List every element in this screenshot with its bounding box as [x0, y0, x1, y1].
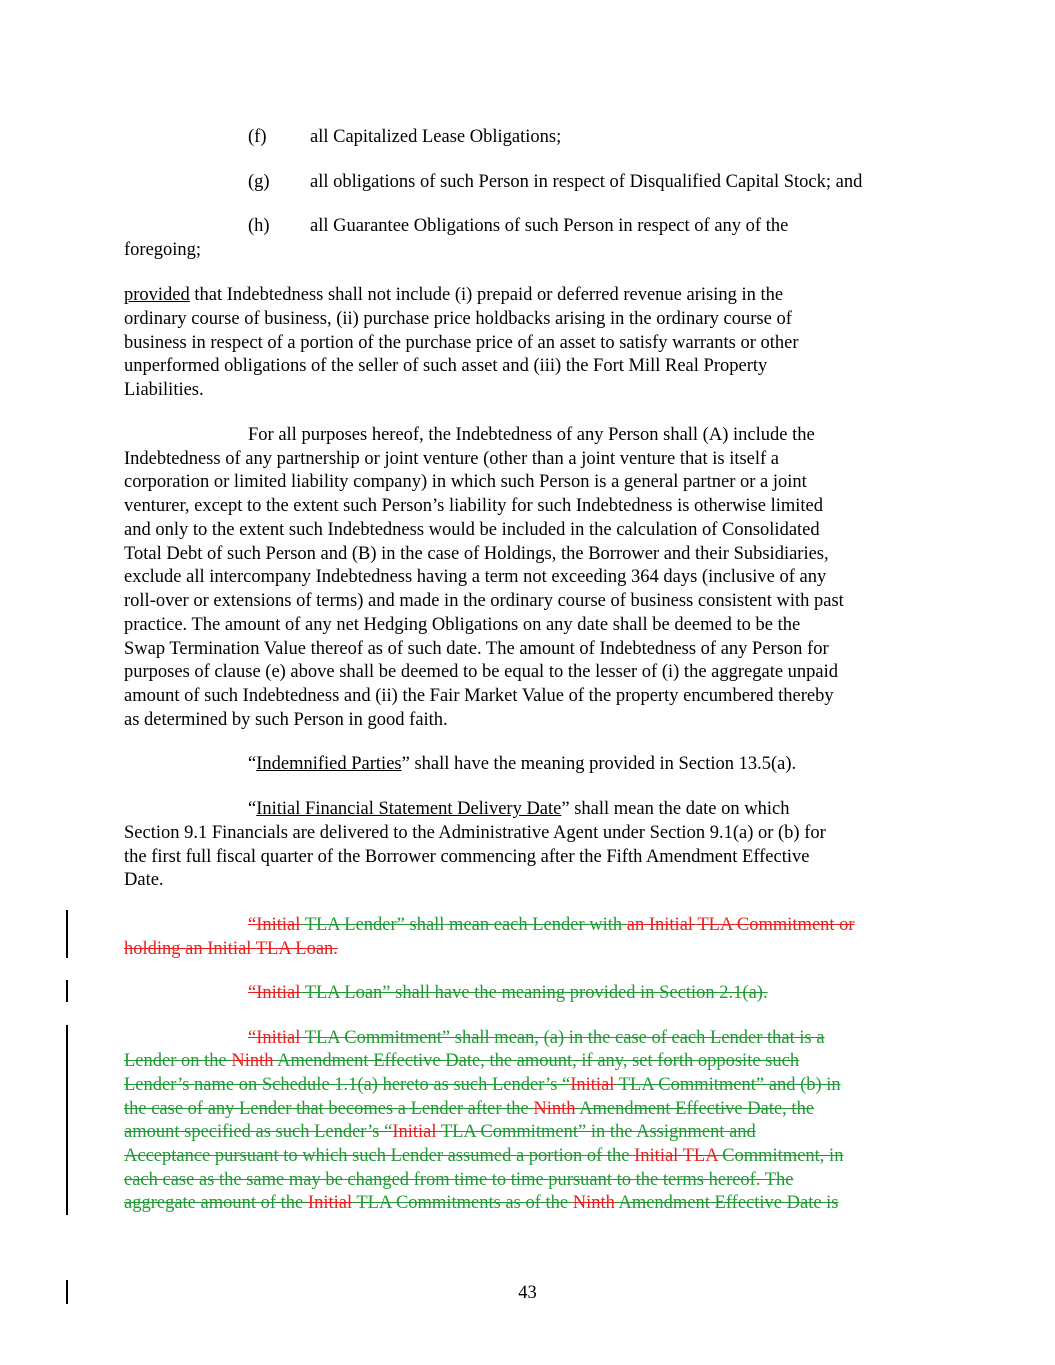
tla-lender-term: TLA Lender	[300, 915, 397, 935]
purposes-line-8: roll-over or extensions of terms) and made in the ordinary course of business consistent with past	[124, 591, 844, 611]
proviso-line-3: business in respect of a portion of the purchase price of an asset to satisfy warrants or other	[124, 333, 799, 353]
provided-term: provided	[124, 285, 190, 305]
ifsdd-line-4: Date.	[124, 870, 164, 890]
tla-commitment-line-1: “Initial TLA Commitment” shall mean, (a) in the case of each Lender that is a	[248, 1028, 825, 1048]
item-h-marker: (h)	[248, 216, 270, 236]
purposes-line-2: Indebtedness of any partnership or joint venture (other than a joint venture that is itself a	[124, 449, 780, 469]
page-number: 43	[518, 1283, 537, 1303]
ifsdd-line-3: the first full fiscal quarter of the Borrower commencing after the Fifth Amendment Effective	[124, 847, 810, 867]
item-h-text: all Guarantee Obligations of such Person in respect of any of the	[310, 216, 789, 236]
purposes-line-13: as determined by such Person in good faith.	[124, 710, 448, 730]
purposes-line-6: Total Debt of such Person and (B) in the case of Holdings, the Borrower and their Subsidiaries,	[124, 544, 829, 564]
purposes-line-12: amount of such Indebtedness and (ii) the Fair Market Value of the property encumbered thereby	[124, 686, 834, 706]
proviso-line-5: Liabilities.	[124, 380, 204, 400]
ifsdd-line-2: Section 9.1 Financials are delivered to the Administrative Agent under Section 9.1(a) or (b) for	[124, 823, 826, 843]
purposes-line-9: practice. The amount of any net Hedging Obligations on any date shall be deemed to be the	[124, 615, 801, 635]
item-f-marker: (f)	[248, 127, 267, 147]
tla-commitment-line-2: Lender on the Ninth Amendment Effective Date, the amount, if any, set forth opposite such	[124, 1051, 800, 1071]
change-bar	[66, 1025, 68, 1215]
purposes-line-11: purposes of clause (e) above shall be deemed to be equal to the lesser of (i) the aggregate unpaid	[124, 662, 839, 682]
tla-commitment-line-6: Acceptance pursuant to which such Lender assumed a portion of the Initial TLA Commitment, in	[124, 1146, 844, 1166]
purposes-line-10: Swap Termination Value thereof as of such date. The amount of Indebtedness of any Person for	[124, 639, 829, 659]
tla-commitment-line-8: aggregate amount of the Initial TLA Commitments as of the Ninth Amendment Effective Date is	[124, 1193, 839, 1213]
indemnified-parties-definition: “Indemnified Parties” shall have the meaning provided in Section 13.5(a).	[248, 754, 797, 774]
item-f-text: all Capitalized Lease Obligations;	[310, 127, 562, 147]
proviso-line-2: ordinary course of business, (ii) purchase price holdbacks arising in the ordinary course of	[124, 309, 792, 329]
purposes-line-3: corporation or limited liability company) in which such Person is a general partner or a joint	[124, 472, 807, 492]
purposes-line-1: For all purposes hereof, the Indebtedness of any Person shall (A) include the	[248, 425, 815, 445]
tla-loan-term: TLA Loan	[300, 983, 383, 1003]
purposes-line-7: exclude all intercompany Indebtedness having a term not exceeding 364 days (inclusive of any	[124, 567, 827, 587]
tla-lender-line-1: “Initial TLA Lender” shall mean each Lender with an Initial TLA Commitment or	[248, 915, 855, 935]
purposes-line-4: venturer, except to the extent such Person’s liability for such Indebtedness is otherwise limited	[124, 496, 824, 516]
item-g-marker: (g)	[248, 172, 270, 192]
tla-commitment-term: TLA Commitment	[300, 1028, 442, 1048]
ifsdd-line-1: “Initial Financial Statement Delivery Date” shall mean the date on which	[248, 799, 790, 819]
proviso-line-1: provided that Indebtedness shall not include (i) prepaid or deferred revenue arising in the	[124, 285, 784, 305]
indemnified-parties-term: Indemnified Parties	[256, 754, 402, 774]
tla-commitment-line-3: Lender’s name on Schedule 1.1(a) hereto as such Lender’s “Initial TLA Commitment” and (b) in	[124, 1075, 841, 1095]
ifsdd-term: Initial Financial Statement Delivery Date	[256, 799, 562, 819]
purposes-line-5: and only to the extent such Indebtedness would be included in the calculation of Consolidated	[124, 520, 820, 540]
tla-commitment-line-7: each case as the same may be changed from time to time pursuant to the terms hereof. The	[124, 1170, 794, 1190]
item-h-continuation: foregoing;	[124, 240, 202, 260]
tla-commitment-line-4: the case of any Lender that becomes a Lender after the Ninth Amendment Effective Date, the	[124, 1099, 815, 1119]
item-g-text: all obligations of such Person in respect of Disqualified Capital Stock; and	[310, 172, 863, 192]
change-bar	[66, 980, 68, 1002]
proviso-line-4: unperformed obligations of the seller of such asset and (iii) the Fort Mill Real Property	[124, 356, 768, 376]
tla-loan-line-1: “Initial TLA Loan” shall have the meaning provided in Section 2.1(a).	[248, 983, 768, 1003]
tla-commitment-line-5: amount specified as such Lender’s “Initial TLA Commitment” in the Assignment and	[124, 1122, 756, 1142]
tla-lender-line-2: holding an Initial TLA Loan.	[124, 939, 338, 959]
change-bar	[66, 910, 68, 958]
